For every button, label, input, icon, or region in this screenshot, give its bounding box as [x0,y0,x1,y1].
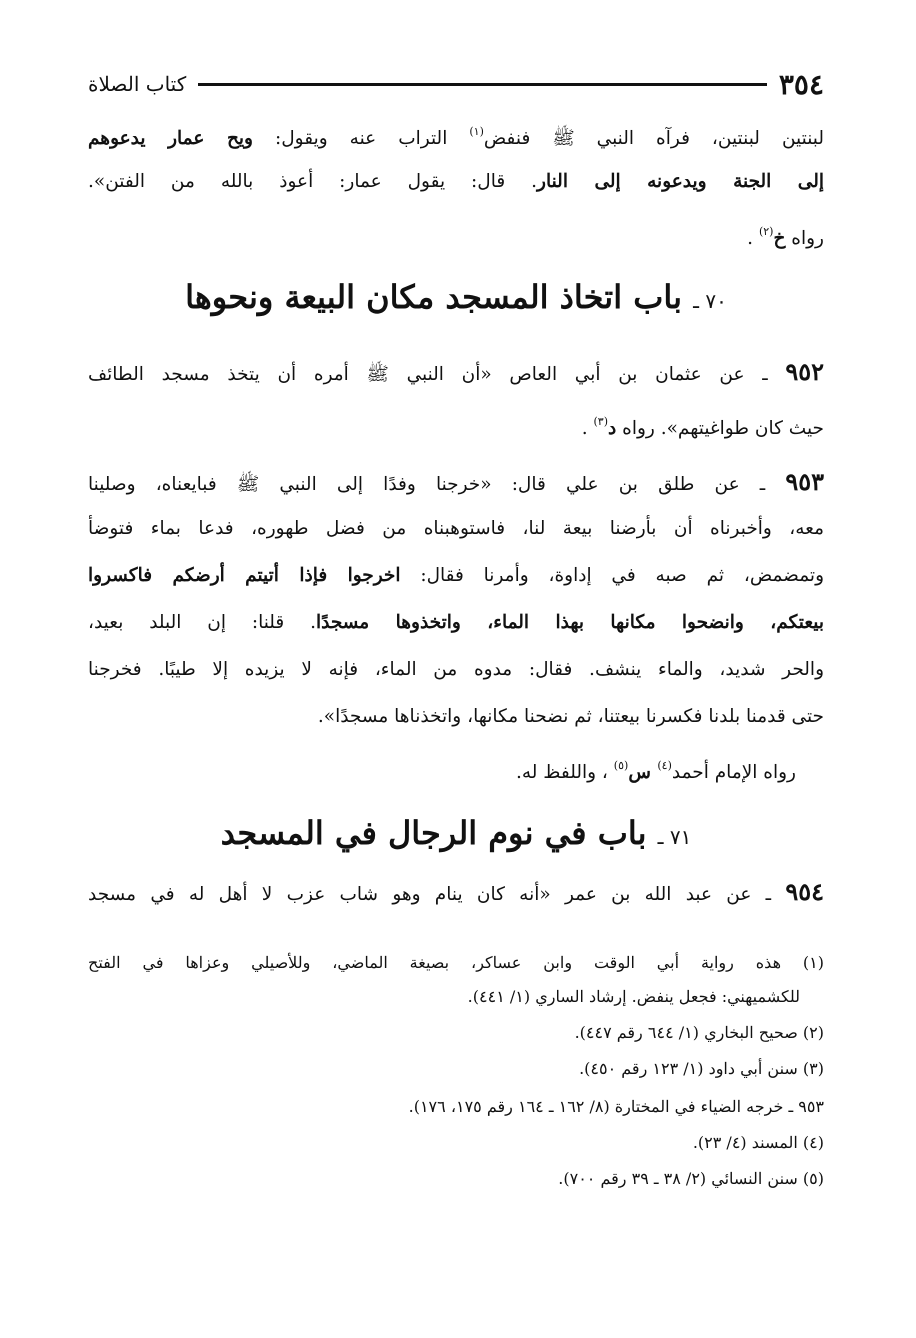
heading-number: ٧٠ ـ [693,289,727,313]
text-line [88,162,824,202]
text-line [88,650,824,690]
footnote-ref: (١) [469,125,484,138]
footnote-ref: (٤) [657,759,672,772]
text: حتى قدمنا بلدنا فكسرنا بيعتنا، ثم نضحنا مكانها، واتخذناها مسجدًا». [317,706,824,727]
chapter-heading-70 [88,272,824,322]
hadith-number: ٩٥٣ [785,467,824,496]
hadith-number: ٩٥٤ [785,877,824,906]
footnote-line: (٢) صحيح البخاري (١/ ٦٤٤ رقم ٤٤٧). [574,1023,824,1042]
text-line [88,352,824,392]
text-line [88,402,824,442]
text-line [88,112,824,152]
text-line [88,509,824,549]
source-abbrev: د [608,418,617,439]
text: معه، وأخبرناه أن بأرضنا بيعة لنا، فاستوهبناه من فضل طهوره، فدعا بماء فتوضأ [88,518,824,539]
text: والحر شديد، والماء ينشف. فقال: مدوه من الماء، فإنه لا يزيده إلا طيبًا. فخرجنا [88,659,824,680]
hadith-number: ٩٥٢ [785,357,824,386]
heading-title: باب اتخاذ المسجد مكان البيعة ونحوها [185,278,694,316]
source-abbrev: خ [773,228,786,249]
text: التراب عنه ويقول: [252,128,470,149]
footnote-line: ٩٥٣ ـ خرجه الضياء في المختارة (٨/ ١٦٢ ـ ١٦٤ رقم ١٧٥، ١٧٦). [408,1097,824,1116]
text: رواه الإمام أحمد [671,762,796,783]
text: ـ عن طلق بن علي قال: «خرجنا وفدًا إلى النبي ﷺ فبايعناه، وصلينا [88,474,786,495]
text: ، واللفظ له. [515,762,614,783]
page-header [88,64,824,104]
text-line [88,746,796,786]
bold-text: ويح عمار يدعوهم [88,128,253,149]
footnote-line: (٤) المسند (٤/ ٢٣). [692,1133,824,1152]
book-title: كتاب الصلاة [88,72,187,96]
header-rule [198,83,767,86]
text-line [88,462,824,502]
bold-text: اخرجوا فإذا أتيتم أرضكم فاكسروا [88,565,401,586]
text: . [581,418,594,439]
heading-number: ٧١ ـ [657,825,692,849]
chapter-heading-71 [88,808,824,858]
bold-text: بيعتكم، وانضحوا مكانها بهذا الماء، واتخذوها مسجدًا [316,612,824,633]
footnote-line: للكشميهني: فجعل ينفض. إرشاد الساري (١/ ٤٤١). [467,987,800,1006]
text-line [88,212,824,252]
text: ـ عن عبد الله بن عمر «أنه كان ينام وهو شاب عزب لا أهل له في مسجد [88,884,786,905]
text: . قال: يقول عمار: أعوذ بالله من الفتن». [88,171,538,192]
text: وتمضمض، ثم صبه في إداوة، وأمرنا فقال: [400,565,824,586]
footnote-line: (٣) سنن أبي داود (١/ ١٢٣ رقم ٤٥٠). [579,1059,824,1078]
text-line [88,556,824,596]
bold-text: إلى الجنة ويدعونه إلى النار [537,171,824,192]
heading-title: باب في نوم الرجال في المسجد [220,814,658,852]
text: . قلنا: إن البلد بعيد، [88,612,317,633]
footnote-ref: (٥) [613,759,629,772]
text-line [88,872,824,912]
footnote-ref: (٢) [758,225,774,238]
text-line [88,603,824,643]
text-line [88,697,824,737]
page-number: ٣٥٤ [778,67,824,101]
text: حيث كان طواغيتهم». رواه [616,418,824,439]
footnote-line: (٥) سنن النسائي (٢/ ٣٨ ـ ٣٩ رقم ٧٠٠). [558,1169,824,1188]
footnote-ref: (٣) [593,415,608,428]
text: لبنتين لبنتين، فرآه النبي ﷺ فنفض [483,128,824,149]
footnote-line: (١) هذه رواية أبي الوقت وابن عساكر، بصيغة الماضي، وللأصيلي وعزاها في الفتح [88,953,824,972]
text: . [747,228,759,249]
text: ـ عن عثمان بن أبي العاص «أن النبي ﷺ أمره أن يتخذ مسجد الطائف [88,364,786,385]
text: رواه [785,228,824,249]
source-abbrev: س [628,762,658,783]
